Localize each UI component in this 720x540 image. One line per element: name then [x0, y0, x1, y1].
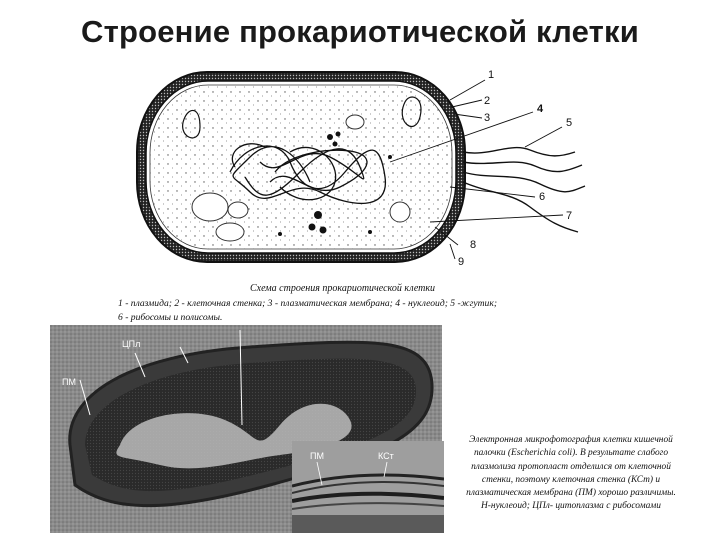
label-8: 8	[470, 239, 477, 251]
slide-title: Строение прокариотической клетки	[80, 14, 639, 49]
label-pm: ПМ	[62, 377, 76, 387]
label-7: 7	[566, 210, 573, 222]
label-3: 3	[484, 112, 491, 124]
label-cpl: ЦПл	[122, 339, 141, 349]
diagram-caption-line2: 6 - рибосомы и полисомы.	[118, 312, 223, 323]
inset-label-kst: КСт	[378, 451, 394, 461]
micrograph-caption-line: Электронная микрофотография клетки кишечной	[469, 435, 673, 445]
micrograph-caption-line: палочки (Escherichia coli). В результате слабого	[473, 448, 669, 459]
micrograph-caption-line: плазматическая мембрана (ПМ) хорошо различимы.	[466, 488, 676, 499]
label-4: 4	[537, 103, 544, 115]
micrograph-caption-line: Н-нуклеоид; ЦПл- цитоплазма с рибосомами	[481, 501, 661, 512]
diagram-caption-title: Схема строения прокариотической клетки	[250, 283, 436, 294]
micrograph-caption	[447, 434, 695, 514]
inset-label-pm: ПМ	[310, 451, 324, 461]
diagram-caption-line1: 1 - плазмида; 2 - клеточная стенка; 3 - плазматическая мембрана; 4 - нуклеоид; 5 -жгутик;	[118, 298, 498, 309]
label-6: 6	[539, 191, 546, 203]
micrograph-caption-line: стенки, поэтому клеточная стенка (КСт) и	[481, 474, 661, 485]
label-9: 9	[458, 256, 465, 268]
label-2: 2	[484, 95, 491, 107]
label-1: 1	[488, 69, 495, 81]
cell-diagram	[130, 62, 600, 277]
inset-micrograph	[292, 441, 444, 533]
cytoplasm	[150, 85, 452, 249]
micrograph-caption-line: плазмолиза протопласт отделился от клеточной	[471, 461, 671, 472]
label-5: 5	[566, 117, 573, 129]
